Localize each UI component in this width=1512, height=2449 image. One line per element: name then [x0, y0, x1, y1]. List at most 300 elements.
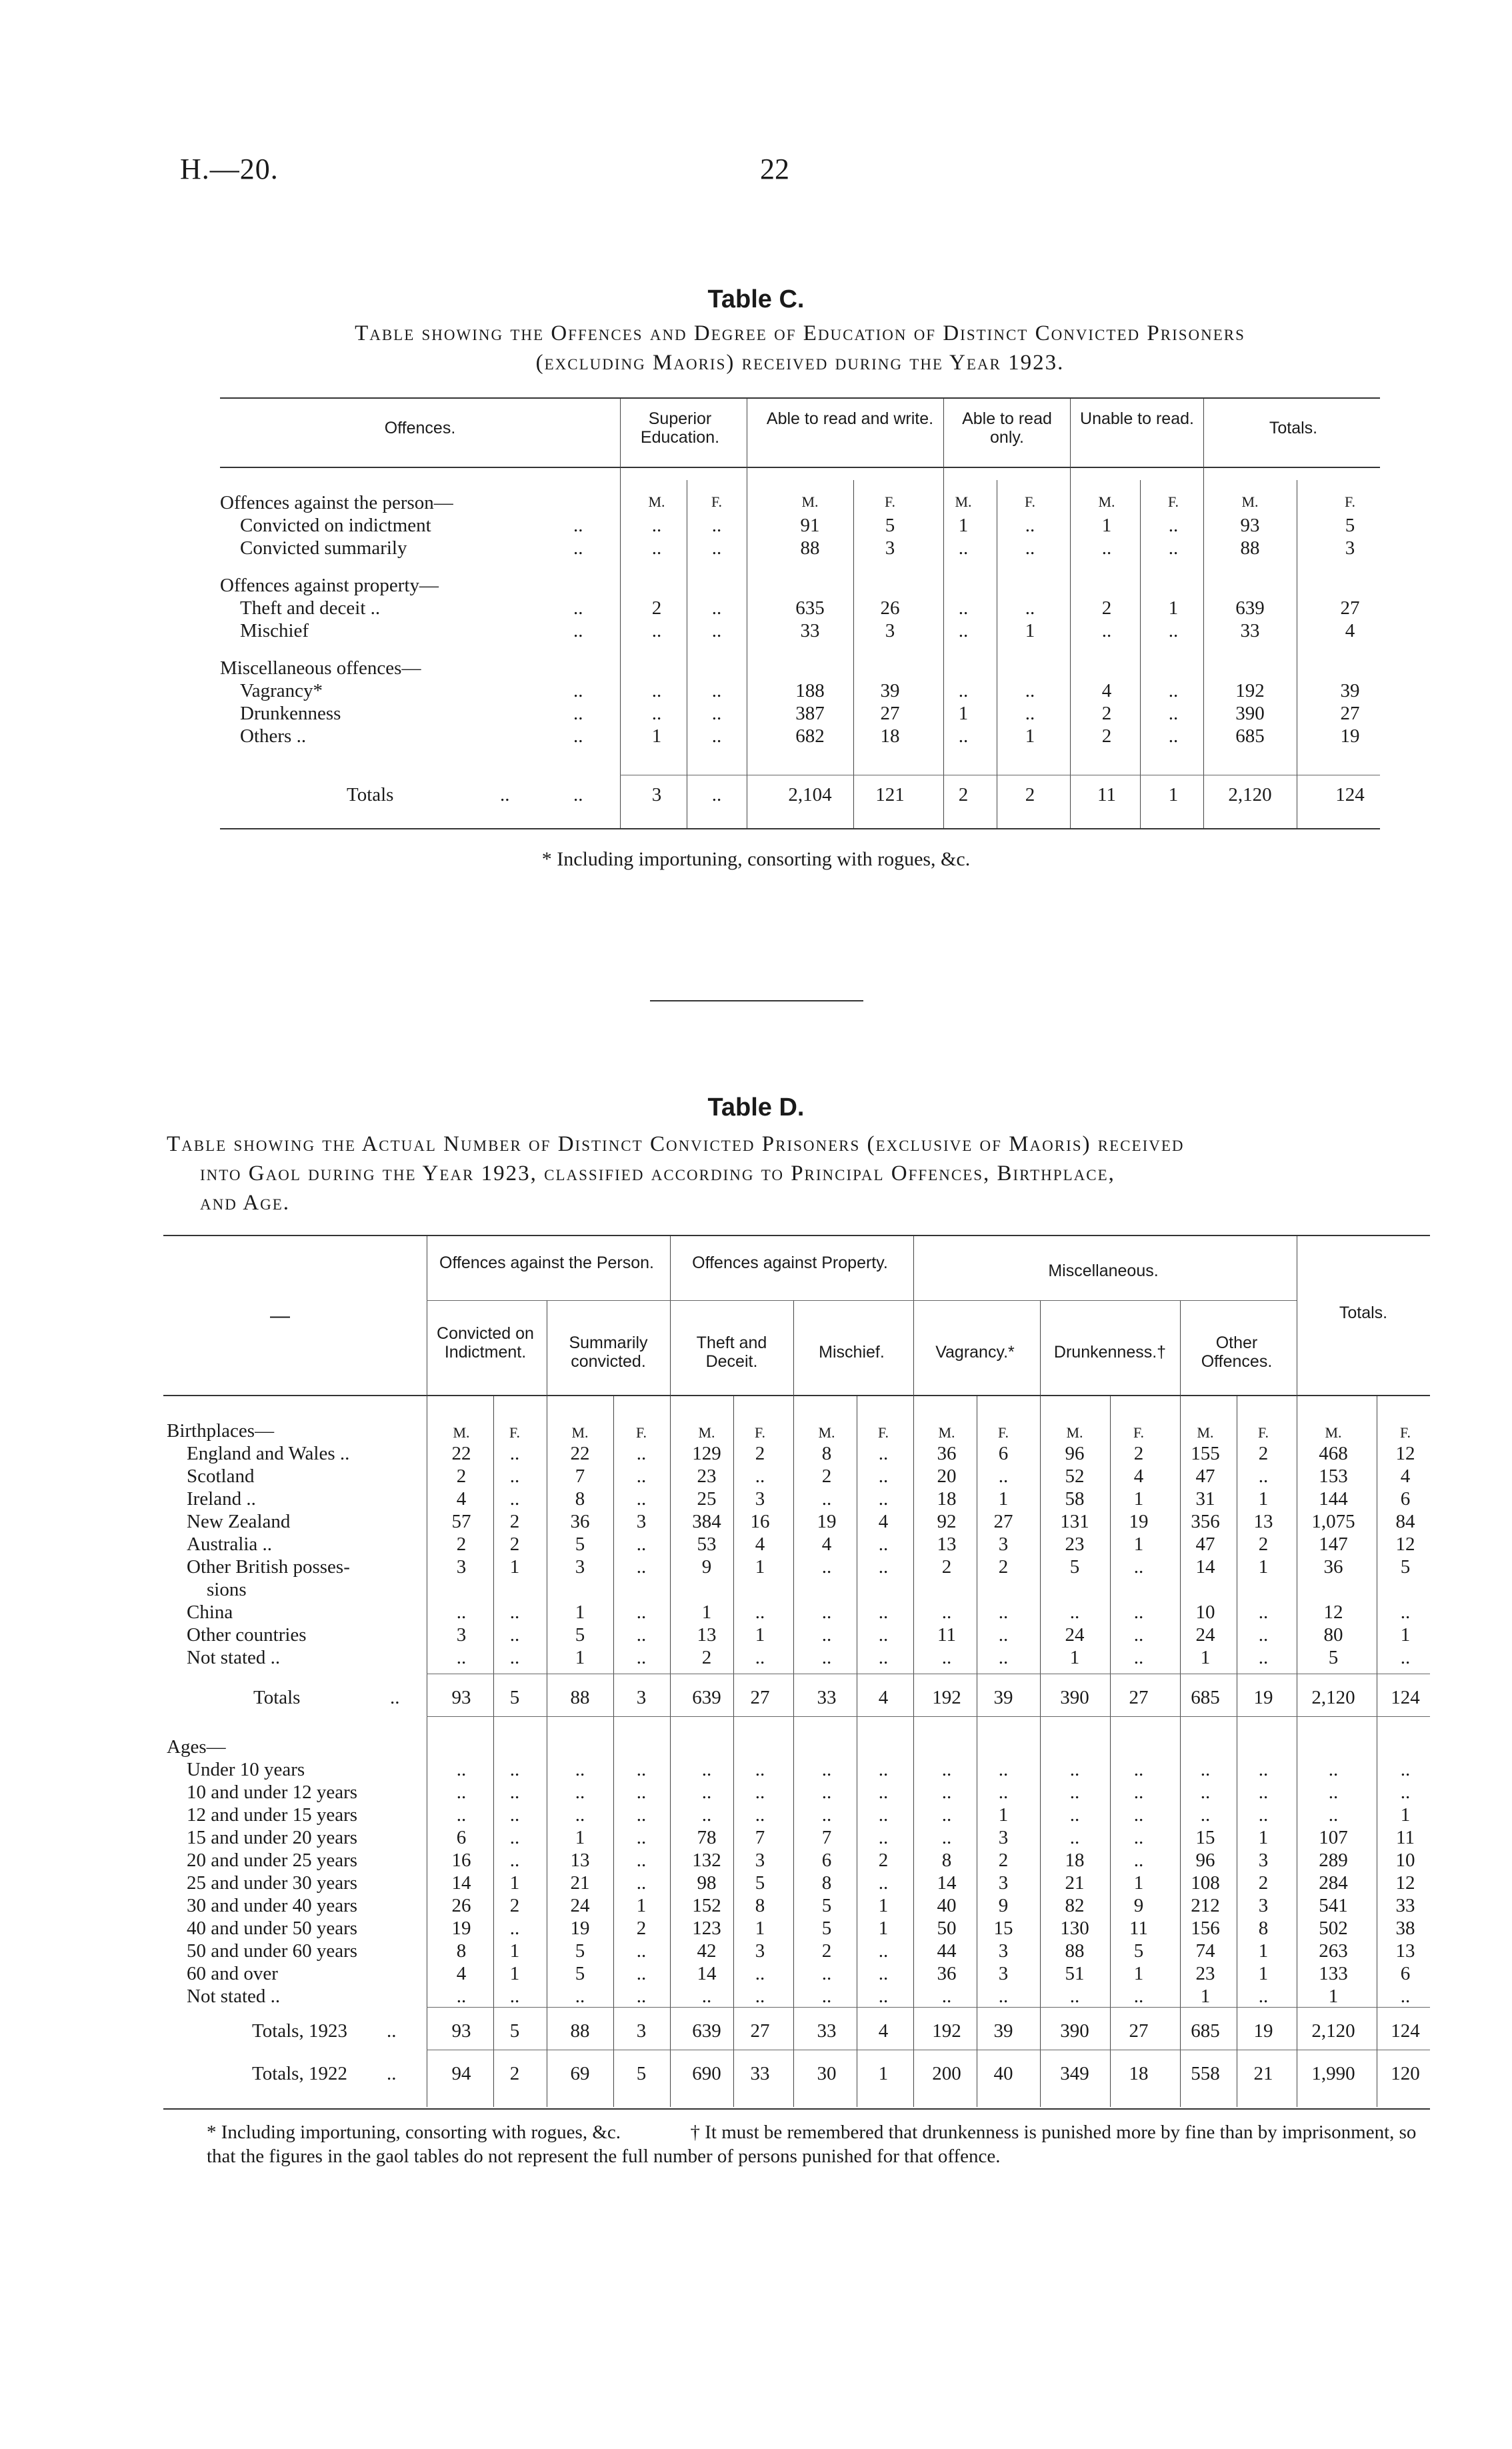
table-d-age-cell: .. [1328, 1782, 1339, 1803]
table-d-age-cell: 5 [755, 1872, 765, 1894]
table-c-cell: 2 [1101, 703, 1112, 724]
table-d-age-cell: 14 [451, 1872, 471, 1894]
table-d-age-cell: .. [1069, 1804, 1080, 1826]
table-d-age-cell: 19 [451, 1918, 471, 1939]
table-d-birthplace-cell: 19 [1129, 1511, 1149, 1532]
table-c-cell: 4 [1101, 680, 1112, 701]
table-d-age-cell: .. [1258, 1759, 1269, 1780]
table-c-row-label: Theft and deceit .. [240, 597, 381, 619]
table-d-age-cell: .. [1258, 1782, 1269, 1803]
table-d-age-label: Not stated .. [187, 1986, 281, 2007]
table-d-birthplace-label: Not stated .. [187, 1647, 281, 1668]
table-d-birthplace-cell: .. [509, 1647, 520, 1668]
table-d-age-cell: 1 [1133, 1872, 1144, 1894]
table-c-cell: 390 [1235, 703, 1265, 724]
table-d-totals_1923-cell: 3 [636, 2020, 647, 2042]
table-c-mf-label: F. [1345, 493, 1355, 510]
table-d-birthplace-cell: 3 [575, 1556, 585, 1578]
table-d-age-label: 12 and under 15 years [187, 1804, 358, 1826]
table-c-cell: .. [958, 680, 969, 701]
table-c-totals-cell: 2,120 [1228, 784, 1272, 805]
table-d-age-cell: 133 [1319, 1963, 1348, 1984]
table-d-age-cell: .. [1069, 1782, 1080, 1803]
table-d-totals_1923-cell: 93 [451, 2020, 471, 2042]
table-d-birthplace-cell: .. [755, 1602, 765, 1623]
table-d-age-cell: .. [821, 1963, 832, 1984]
table-d-birthplace-cell: 5 [1069, 1556, 1080, 1578]
table-d-birthplace-cell: 16 [750, 1511, 770, 1532]
table-d-age-totals-rule [427, 2007, 1430, 2008]
table-c-cell: .. [1025, 515, 1035, 536]
table-d-birthplace-cell: 2 [456, 1534, 467, 1555]
table-c-cell: .. [1025, 597, 1035, 619]
table-d-birthplace-cell: .. [636, 1556, 647, 1578]
table-d-age-cell: 98 [697, 1872, 717, 1894]
table-d-title: Table D. [707, 1093, 805, 1121]
table-c-cell: 188 [795, 680, 825, 701]
table-d-age-cell: 10 [1395, 1850, 1415, 1871]
table-d-age-cell: .. [1069, 1759, 1080, 1780]
table-d-age-cell: .. [941, 1782, 952, 1803]
table-d-totals_1923-cell: 639 [692, 2020, 721, 2042]
table-d-totals_1922-cell: 69 [570, 2063, 590, 2084]
table-d-birthplace-cell: .. [636, 1624, 647, 1646]
table-d-age-label: 10 and under 12 years [187, 1782, 358, 1803]
table-d-age-cell: .. [509, 1804, 520, 1826]
table-d-birthplace-cell: 84 [1395, 1511, 1415, 1532]
table-d-birthplace-cell: 2 [821, 1466, 832, 1487]
table-d-age-cell: 11 [1129, 1918, 1148, 1939]
table-d-totals_1923-cell: 88 [570, 2020, 590, 2042]
table-c-row-label: Drunkenness [240, 703, 341, 724]
table-d-age-cell: 5 [1133, 1940, 1144, 1962]
table-c-cell: .. [958, 725, 969, 747]
table-d-birth-totals-cell: 192 [932, 1687, 961, 1708]
table-d-birthplace-cell: 1 [1258, 1556, 1269, 1578]
table-d-birthplace-label-cont: sions [207, 1579, 247, 1600]
table-d-birthplace-cell: 1 [998, 1488, 1009, 1510]
table-d-subtitle-line-1: Table showing the Actual Number of Distinct Convicted Prisoners (exclusive of Maoris) received [167, 1132, 1185, 1156]
table-c-cell: .. [1168, 515, 1179, 536]
table-d-birthplace-cell: 14 [1195, 1556, 1215, 1578]
table-d-birthplace-cell: .. [821, 1647, 832, 1668]
table-d-birthplace-cell: 1 [1400, 1624, 1411, 1646]
table-d-birthplace-cell: 8 [821, 1443, 832, 1464]
table-d-age-cell: .. [941, 1986, 952, 2007]
table-d-header-summarily-convicted: Summarily convicted. [569, 1334, 648, 1371]
table-c-cell: 26 [880, 597, 900, 619]
table-d-birthplace-cell: 47 [1195, 1534, 1215, 1555]
table-d-birthplace-cell: .. [636, 1488, 647, 1510]
table-d-mf-label: F. [1133, 1424, 1144, 1441]
table-c-cell: .. [651, 680, 662, 701]
table-d-age-label: 25 and under 30 years [187, 1872, 358, 1894]
table-d-age-cell: .. [878, 1782, 889, 1803]
table-c-header-read-only: Able to read only. [962, 409, 1052, 447]
table-d-birthplace-cell: 356 [1191, 1511, 1220, 1532]
table-d-birth-totals-cell: 2,120 [1311, 1687, 1355, 1708]
table-d-birthplace-cell: .. [878, 1602, 889, 1623]
table-d-group-property: Offences against Property. [692, 1254, 888, 1272]
table-d-birthplace-cell: 8 [575, 1488, 585, 1510]
table-d-age-cell: 6 [821, 1850, 832, 1871]
table-d-age-cell: 1 [1258, 1827, 1269, 1848]
table-d-birth-totals-cell: 27 [750, 1687, 770, 1708]
table-d-age-cell: .. [575, 1804, 585, 1826]
table-c-cell: 1 [651, 725, 662, 747]
table-d-birth-totals-cell: 4 [878, 1687, 889, 1708]
table-c-cell: 387 [795, 703, 825, 724]
table-c-totals-cell: 2 [1025, 784, 1035, 805]
table-d-age-cell: 8 [821, 1872, 832, 1894]
table-d-birthplace-cell: 22 [570, 1443, 590, 1464]
table-c-cell: 2 [1101, 597, 1112, 619]
table-c-leader: .. [573, 680, 583, 701]
table-c-cell: 27 [1340, 597, 1360, 619]
table-d-birthplace-cell: 36 [570, 1511, 590, 1532]
table-d-birthplace-cell: 23 [697, 1466, 717, 1487]
table-c-mf-label: M. [955, 493, 972, 510]
table-c-header-superior-education: Superior Education. [640, 409, 720, 447]
table-d-age-cell: 21 [1065, 1872, 1085, 1894]
table-d-birthplace-cell: 92 [937, 1511, 957, 1532]
table-d-birthplace-cell: .. [1133, 1556, 1144, 1578]
table-d-age-cell: .. [821, 1804, 832, 1826]
table-d-birthplace-cell: 144 [1319, 1488, 1348, 1510]
table-d-age-cell: .. [509, 1759, 520, 1780]
table-d-mf-label: M. [571, 1424, 589, 1441]
table-d-age-cell: 2 [509, 1895, 520, 1916]
table-d-birthplace-cell: .. [509, 1488, 520, 1510]
table-c-totals-cell: 2 [958, 784, 969, 805]
table-d-birthplace-cell: .. [998, 1647, 1009, 1668]
table-c-mf-label: M. [801, 493, 819, 510]
table-d-mf-label: M. [1066, 1424, 1083, 1441]
table-c-cell: 1 [1025, 620, 1035, 641]
table-d-birthplace-cell: 18 [937, 1488, 957, 1510]
table-d-age-cell: 42 [697, 1940, 717, 1962]
table-d-birthplace-cell: .. [1069, 1602, 1080, 1623]
table-d-header-rule [163, 1395, 1430, 1396]
table-d-birthplace-cell: 6 [998, 1443, 1009, 1464]
table-c-cell: .. [711, 620, 722, 641]
table-c-cell: 192 [1235, 680, 1265, 701]
table-d-age-cell: 5 [575, 1963, 585, 1984]
table-d-subtitle-line-2: into Gaol during the Year 1923, classified according to Principal Offences, Birthplace, [200, 1161, 1115, 1185]
table-d-birthplace-cell: 36 [1323, 1556, 1343, 1578]
table-d-age-cell: 1 [509, 1963, 520, 1984]
table-d-birth-totals-cell: 19 [1253, 1687, 1273, 1708]
table-d-birth-totals-cell: 639 [692, 1687, 721, 1708]
table-c-cell: .. [1101, 537, 1112, 559]
table-c-cell: .. [1168, 703, 1179, 724]
table-d-birthplace-cell: 1 [1133, 1488, 1144, 1510]
table-d-age-cell: 82 [1065, 1895, 1085, 1916]
table-d-age-cell: 51 [1065, 1963, 1085, 1984]
table-d-age-cell: 541 [1319, 1895, 1348, 1916]
table-d-age-cell: 1 [509, 1872, 520, 1894]
table-d-age-cell: .. [1258, 1986, 1269, 2007]
table-d-birthplace-label: Scotland [187, 1466, 255, 1487]
table-d-birthplace-label: Australia .. [187, 1534, 273, 1555]
table-c-cell: 27 [880, 703, 900, 724]
table-c-cell: .. [711, 703, 722, 724]
table-d-birthplace-cell: .. [1400, 1647, 1411, 1668]
table-d-age-cell: 156 [1191, 1918, 1220, 1939]
table-c-cell: .. [958, 537, 969, 559]
table-d-birthplace-cell: 1 [755, 1624, 765, 1646]
table-d-birthplace-cell: .. [636, 1443, 647, 1464]
table-d-age-cell: .. [878, 1804, 889, 1826]
table-d-birthplace-label: Ireland .. [187, 1488, 256, 1510]
table-c-cell: 4 [1345, 620, 1355, 641]
table-d-age-cell: 123 [692, 1918, 721, 1939]
table-d-age-cell: .. [755, 1782, 765, 1803]
table-d-age-cell: 3 [755, 1940, 765, 1962]
table-d-age-cell: 263 [1319, 1940, 1348, 1962]
table-d-birthplace-cell: 3 [755, 1488, 765, 1510]
table-d-birthplace-cell: .. [1258, 1647, 1269, 1668]
table-d-age-cell: 8 [1258, 1918, 1269, 1939]
table-d-birthplace-cell: 2 [1258, 1534, 1269, 1555]
table-d-age-cell: 1 [998, 1804, 1009, 1826]
table-d-mf-label: M. [1325, 1424, 1342, 1441]
table-d-age-label: Under 10 years [187, 1759, 305, 1780]
table-d-age-cell: 152 [692, 1895, 721, 1916]
table-d-age-cell: .. [1133, 1986, 1144, 2007]
table-d-age-cell: .. [998, 1759, 1009, 1780]
table-d-age-label: 15 and under 20 years [187, 1827, 358, 1848]
table-d-birthplace-cell: 12 [1395, 1534, 1415, 1555]
table-d-mf-label: F. [755, 1424, 765, 1441]
table-d-totals_1922-cell: 30 [817, 2063, 837, 2084]
table-d-totals_1922-cell: 120 [1391, 2063, 1420, 2084]
table-d-birthplace-cell: .. [509, 1624, 520, 1646]
table-c-cell: .. [1168, 725, 1179, 747]
table-d-birthplace-cell: 2 [1133, 1443, 1144, 1464]
table-d-birthplace-cell: .. [1133, 1647, 1144, 1668]
table-d-age-cell: 1 [1400, 1804, 1411, 1826]
table-d-age-cell: .. [1133, 1782, 1144, 1803]
table-d-age-cell: 3 [998, 1872, 1009, 1894]
table-d-age-cell: .. [755, 1804, 765, 1826]
table-c-cell: 27 [1340, 703, 1360, 724]
table-c-leader: .. [573, 515, 583, 536]
table-d-birthplace-cell: .. [878, 1534, 889, 1555]
table-d-birthplace-cell: 1,075 [1311, 1511, 1355, 1532]
table-d-age-cell: .. [456, 1782, 467, 1803]
table-d-birthplace-cell: 20 [937, 1466, 957, 1487]
table-d-age-cell: .. [878, 1963, 889, 1984]
table-d-age-cell: 40 [937, 1895, 957, 1916]
table-d-birthplace-cell: 2 [456, 1466, 467, 1487]
table-d-birthplace-cell: .. [1133, 1602, 1144, 1623]
table-d-mf-label: M. [938, 1424, 955, 1441]
table-d-age-cell: 7 [755, 1827, 765, 1848]
table-c-header-read-and-write: Able to read and write. [766, 409, 934, 428]
table-d-age-cell: .. [941, 1804, 952, 1826]
table-d-age-cell: 108 [1191, 1872, 1220, 1894]
table-c-cell: 1 [1101, 515, 1112, 536]
table-d-mf-label: F. [1400, 1424, 1411, 1441]
table-d-birthplace-cell: .. [998, 1466, 1009, 1487]
table-d-totals_1923-cell: 4 [878, 2020, 889, 2042]
table-c-bottom-rule [220, 828, 1380, 829]
table-d-totals_1922-cell: 1,990 [1311, 2063, 1355, 2084]
table-d-birthplace-cell: .. [998, 1602, 1009, 1623]
table-d-totals_1922-cell: 33 [750, 2063, 770, 2084]
table-d-birthplace-cell: .. [509, 1602, 520, 1623]
table-d-birthplace-cell: 4 [456, 1488, 467, 1510]
table-d-age-cell: 8 [456, 1940, 467, 1962]
table-c-cell: .. [958, 597, 969, 619]
table-c-row-label: Convicted summarily [240, 537, 407, 559]
table-d-birthplace-cell: .. [821, 1624, 832, 1646]
table-d-age-cell: 8 [755, 1895, 765, 1916]
table-d-age-cell: 1 [878, 1895, 889, 1916]
table-d-mf-label: F. [636, 1424, 647, 1441]
table-d-header-theft-deceit: Theft and Deceit. [696, 1334, 767, 1371]
table-c-cell: .. [1168, 620, 1179, 641]
table-d-age-cell: 12 [1395, 1872, 1415, 1894]
table-d-age-cell: .. [701, 1782, 712, 1803]
table-d-birthplace-cell: .. [636, 1534, 647, 1555]
table-d-age-cell: 8 [941, 1850, 952, 1871]
table-c-cell: .. [711, 680, 722, 701]
table-d-birthplace-cell: 1 [701, 1602, 712, 1623]
table-c-totals-label: Totals [347, 784, 394, 805]
table-d-birthplace-cell: 1 [1069, 1647, 1080, 1668]
table-d-age-cell: .. [636, 1782, 647, 1803]
table-d-birthplace-cell: 4 [1400, 1466, 1411, 1487]
table-d-age-cell: 2 [878, 1850, 889, 1871]
table-d-totals_1923-cell: 685 [1191, 2020, 1220, 2042]
table-d-birthplace-cell: .. [998, 1624, 1009, 1646]
table-c-title: Table C. [707, 285, 805, 313]
table-d-age-label: 50 and under 60 years [187, 1940, 358, 1962]
table-c-leader: .. [573, 725, 583, 747]
table-d-birthplace-cell: 13 [1253, 1511, 1273, 1532]
table-d-age-label: 20 and under 25 years [187, 1850, 358, 1871]
table-d-birth-totals-cell: 39 [993, 1687, 1013, 1708]
table-d-age-cell: 9 [998, 1895, 1009, 1916]
table-d-birthplace-cell: .. [636, 1647, 647, 1668]
table-d-age-cell: 5 [821, 1895, 832, 1916]
table-c-cell: 93 [1240, 515, 1260, 536]
table-c-cell: 685 [1235, 725, 1265, 747]
table-d-age-cell: 4 [456, 1963, 467, 1984]
table-d-age-cell: 5 [821, 1918, 832, 1939]
table-d-age-cell: .. [755, 1759, 765, 1780]
table-d-age-cell: 2 [998, 1850, 1009, 1871]
table-d-age-cell: .. [878, 1759, 889, 1780]
table-c-totals-cell: 11 [1097, 784, 1116, 805]
table-d-age-label: 40 and under 50 years [187, 1918, 358, 1939]
table-d-age-cell: .. [1133, 1827, 1144, 1848]
table-d-age-cell: .. [878, 1986, 889, 2007]
table-d-age-cell: .. [1400, 1759, 1411, 1780]
table-d-leader: .. [390, 1687, 400, 1708]
table-d-birthplace-cell: 4 [755, 1534, 765, 1555]
table-c-cell: .. [958, 620, 969, 641]
table-c-totals-cell: 124 [1335, 784, 1365, 805]
table-d-totals_1923-cell: 2,120 [1311, 2020, 1355, 2042]
table-d-footnotes [207, 2120, 1433, 2168]
table-d-birthplace-cell: .. [509, 1466, 520, 1487]
table-d-birthplace-cell: 1 [575, 1647, 585, 1668]
table-d-age-cell: 9 [1133, 1895, 1144, 1916]
table-d-mf-label: F. [1258, 1424, 1269, 1441]
table-d-age-cell: .. [636, 1986, 647, 2007]
table-d-birthplace-cell: .. [1400, 1602, 1411, 1623]
table-c-cell: 3 [1345, 537, 1355, 559]
table-d-birthplace-cell: 2 [701, 1647, 712, 1668]
table-d-header-vagrancy: Vagrancy.* [935, 1343, 1015, 1362]
table-c-cell: 2 [651, 597, 662, 619]
table-d-birthplace-cell: 47 [1195, 1466, 1215, 1487]
table-d-totals_1923-cell: 27 [750, 2020, 770, 2042]
table-d-birth-totals-cell: 33 [817, 1687, 837, 1708]
table-c-leader: .. [573, 537, 583, 559]
table-c-header-unable-to-read: Unable to read. [1080, 409, 1194, 428]
table-d-mf-label: F. [509, 1424, 520, 1441]
table-d-age-cell: .. [701, 1804, 712, 1826]
table-d-birthplace-label: Other countries [187, 1624, 307, 1646]
table-c-footnote: * Including importuning, consorting with rogues, &c. [541, 848, 971, 870]
table-c-cell: 1 [1168, 597, 1179, 619]
table-d-header-dash: — [270, 1305, 290, 1327]
table-d-totals_1923-cell: 33 [817, 2020, 837, 2042]
table-d-age-cell: 130 [1060, 1918, 1089, 1939]
table-c-cell: 91 [800, 515, 820, 536]
table-d-totals_1922-cell: 5 [636, 2063, 647, 2084]
table-d-group-person: Offences against the Person. [439, 1254, 654, 1272]
table-c-cell: 39 [880, 680, 900, 701]
table-d-birthplace-cell: 58 [1065, 1488, 1085, 1510]
table-d-leader: .. [387, 2020, 397, 2042]
table-d-age-cell: .. [998, 1782, 1009, 1803]
table-d-leader: .. [387, 2063, 397, 2084]
table-d-age-cell: 15 [993, 1918, 1013, 1939]
table-c-cell: 1 [1025, 725, 1035, 747]
table-d-age-cell: 107 [1319, 1827, 1348, 1848]
page-code: H.—20. [180, 153, 279, 185]
table-d-birthplace-cell: 5 [1400, 1556, 1411, 1578]
table-d-birthplace-cell: 3 [636, 1511, 647, 1532]
table-d-age-cell: 132 [692, 1850, 721, 1871]
table-d-age-cell: 96 [1195, 1850, 1215, 1871]
table-d-birthplace-cell: .. [821, 1488, 832, 1510]
table-d-birthplace-cell: 2 [1258, 1443, 1269, 1464]
table-d-birthplace-cell: 96 [1065, 1443, 1085, 1464]
table-d-birthplace-cell: 52 [1065, 1466, 1085, 1487]
table-d-age-cell: 1 [1258, 1963, 1269, 1984]
table-d-birthplace-cell: .. [1133, 1624, 1144, 1646]
table-d-birth-totals-cell: 3 [636, 1687, 647, 1708]
table-d-age-cell: .. [941, 1759, 952, 1780]
table-d-birthplace-cell: 25 [697, 1488, 717, 1510]
table-d-mf-label: M. [1197, 1424, 1214, 1441]
table-d-age-cell: .. [878, 1872, 889, 1894]
table-d-birth-totals-label: Totals [253, 1687, 301, 1708]
table-d-birthplace-cell: 4 [878, 1511, 889, 1532]
table-d-birthplace-cell: 5 [1328, 1647, 1339, 1668]
table-d-age-cell: 2 [821, 1940, 832, 1962]
table-c-totals-cell: .. [711, 784, 722, 805]
table-d-totals_1922-cell: 558 [1191, 2063, 1220, 2084]
table-d-birthplace-label: New Zealand [187, 1511, 291, 1532]
table-d-age-label: 60 and over [187, 1963, 278, 1984]
